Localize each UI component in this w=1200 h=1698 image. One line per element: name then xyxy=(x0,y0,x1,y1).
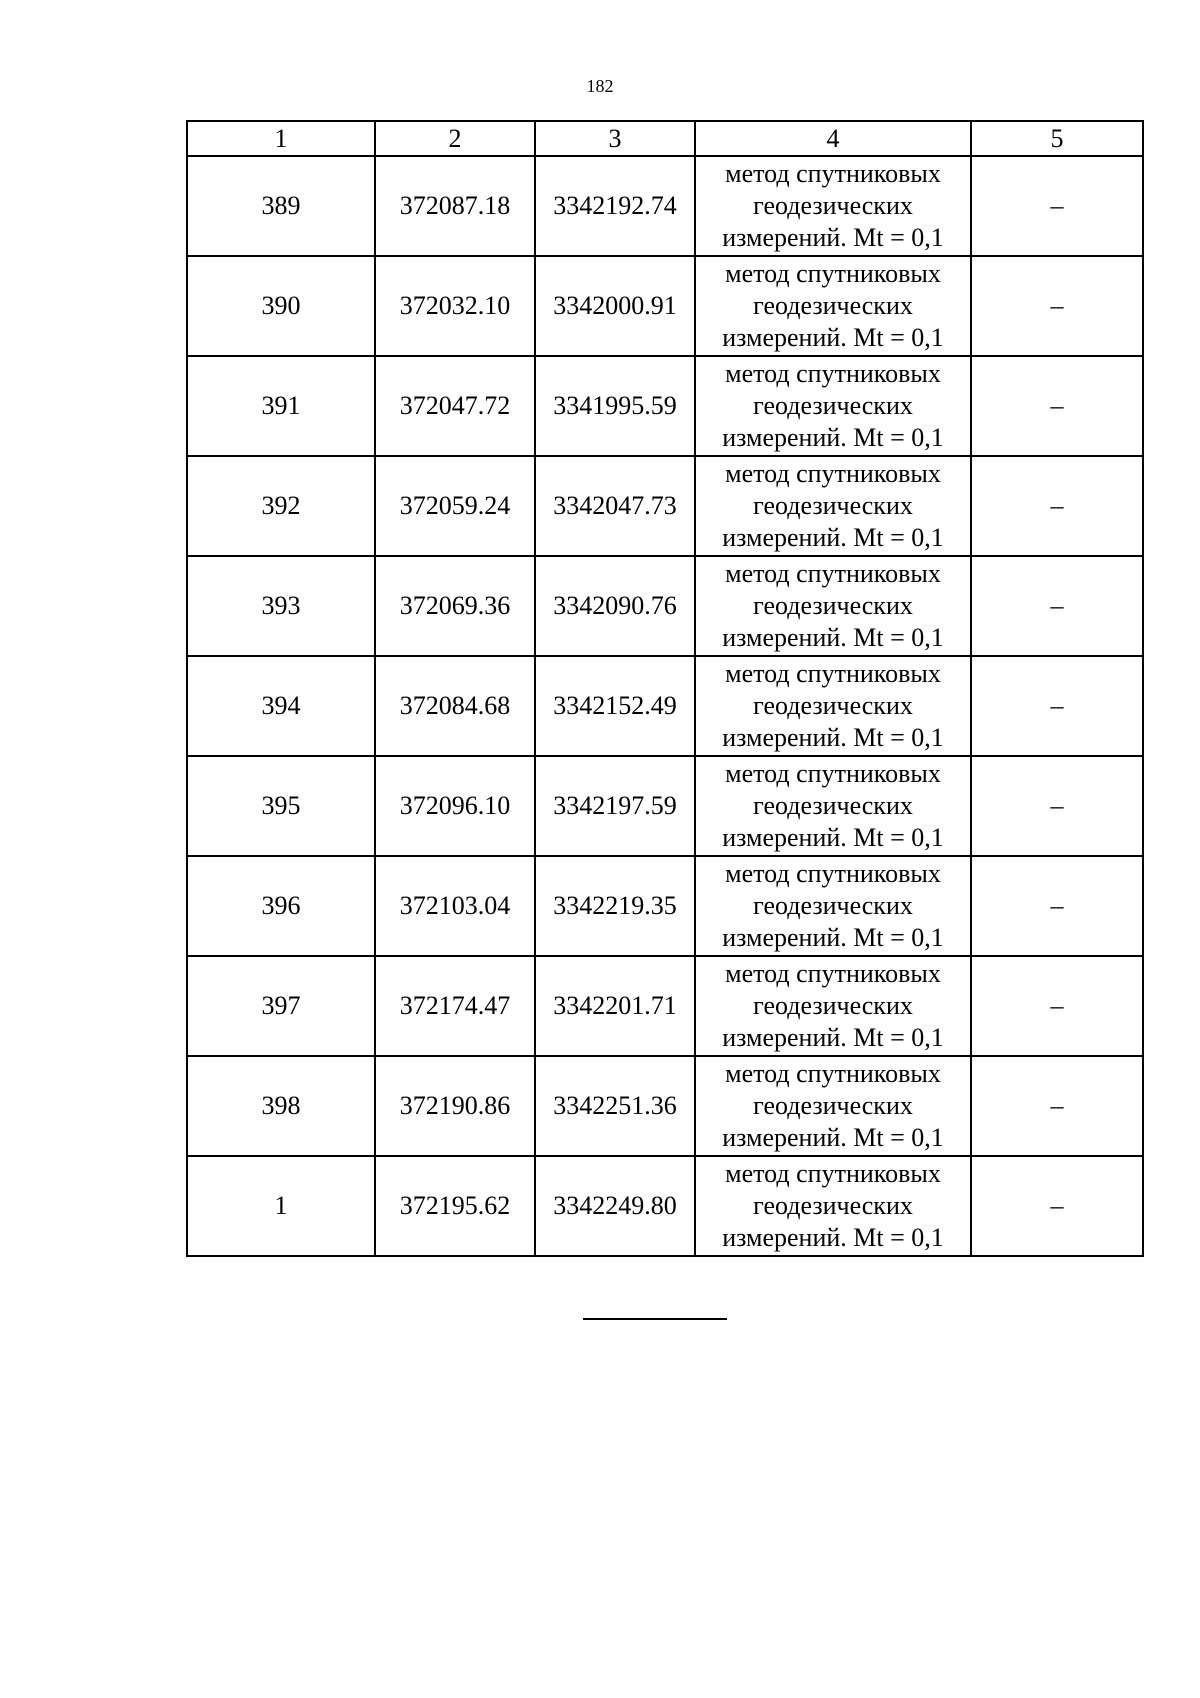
table-row xyxy=(187,256,1143,356)
table-row xyxy=(187,756,1143,856)
method-cell: метод спутниковых геодезических измерений. Mt = 0,1 xyxy=(695,956,971,1056)
column-header: 1 xyxy=(187,121,375,156)
y-coordinate-cell: 3342249.80 xyxy=(535,1156,695,1256)
table-row xyxy=(187,156,1143,256)
x-coordinate-cell: 372047.72 xyxy=(375,356,535,456)
table-row xyxy=(187,456,1143,556)
y-coordinate-cell: 3341995.59 xyxy=(535,356,695,456)
x-coordinate-cell: 372103.04 xyxy=(375,856,535,956)
method-cell: метод спутниковых геодезических измерений. Mt = 0,1 xyxy=(695,656,971,756)
end-divider xyxy=(583,1318,727,1320)
y-coordinate-cell: 3342219.35 xyxy=(535,856,695,956)
coordinates-table xyxy=(186,120,1144,1257)
note-cell: – xyxy=(971,556,1143,656)
y-coordinate-cell: 3342197.59 xyxy=(535,756,695,856)
x-coordinate-cell: 372096.10 xyxy=(375,756,535,856)
x-coordinate-cell: 372084.68 xyxy=(375,656,535,756)
point-number-cell: 398 xyxy=(187,1056,375,1156)
note-cell: – xyxy=(971,1056,1143,1156)
method-cell: метод спутниковых геодезических измерений. Mt = 0,1 xyxy=(695,156,971,256)
table-row xyxy=(187,656,1143,756)
y-coordinate-cell: 3342000.91 xyxy=(535,256,695,356)
note-cell: – xyxy=(971,656,1143,756)
note-cell: – xyxy=(971,256,1143,356)
method-cell: метод спутниковых геодезических измерений. Mt = 0,1 xyxy=(695,256,971,356)
x-coordinate-cell: 372174.47 xyxy=(375,956,535,1056)
note-cell: – xyxy=(971,956,1143,1056)
point-number-cell: 395 xyxy=(187,756,375,856)
table-header-row xyxy=(187,121,1143,156)
x-coordinate-cell: 372069.36 xyxy=(375,556,535,656)
column-header: 2 xyxy=(375,121,535,156)
method-cell: метод спутниковых геодезических измерений. Mt = 0,1 xyxy=(695,1056,971,1156)
page-number: 182 xyxy=(586,76,614,96)
x-coordinate-cell: 372195.62 xyxy=(375,1156,535,1256)
method-cell: метод спутниковых геодезических измерений. Mt = 0,1 xyxy=(695,456,971,556)
x-coordinate-cell: 372032.10 xyxy=(375,256,535,356)
point-number-cell: 390 xyxy=(187,256,375,356)
y-coordinate-cell: 3342192.74 xyxy=(535,156,695,256)
x-coordinate-cell: 372087.18 xyxy=(375,156,535,256)
table-row xyxy=(187,1156,1143,1256)
x-coordinate-cell: 372190.86 xyxy=(375,1056,535,1156)
note-cell: – xyxy=(971,456,1143,556)
method-cell: метод спутниковых геодезических измерений. Mt = 0,1 xyxy=(695,1156,971,1256)
note-cell: – xyxy=(971,856,1143,956)
y-coordinate-cell: 3342090.76 xyxy=(535,556,695,656)
table-row xyxy=(187,956,1143,1056)
table-row xyxy=(187,556,1143,656)
point-number-cell: 394 xyxy=(187,656,375,756)
y-coordinate-cell: 3342201.71 xyxy=(535,956,695,1056)
y-coordinate-cell: 3342047.73 xyxy=(535,456,695,556)
table-row xyxy=(187,356,1143,456)
point-number-cell: 393 xyxy=(187,556,375,656)
column-header: 5 xyxy=(971,121,1143,156)
note-cell: – xyxy=(971,356,1143,456)
column-header: 4 xyxy=(695,121,971,156)
note-cell: – xyxy=(971,756,1143,856)
point-number-cell: 389 xyxy=(187,156,375,256)
column-header: 3 xyxy=(535,121,695,156)
point-number-cell: 1 xyxy=(187,1156,375,1256)
x-coordinate-cell: 372059.24 xyxy=(375,456,535,556)
note-cell: – xyxy=(971,1156,1143,1256)
method-cell: метод спутниковых геодезических измерений. Mt = 0,1 xyxy=(695,556,971,656)
y-coordinate-cell: 3342152.49 xyxy=(535,656,695,756)
method-cell: метод спутниковых геодезических измерений. Mt = 0,1 xyxy=(695,856,971,956)
method-cell: метод спутниковых геодезических измерений. Mt = 0,1 xyxy=(695,356,971,456)
note-cell: – xyxy=(971,156,1143,256)
y-coordinate-cell: 3342251.36 xyxy=(535,1056,695,1156)
point-number-cell: 391 xyxy=(187,356,375,456)
point-number-cell: 392 xyxy=(187,456,375,556)
point-number-cell: 396 xyxy=(187,856,375,956)
table-row xyxy=(187,856,1143,956)
point-number-cell: 397 xyxy=(187,956,375,1056)
method-cell: метод спутниковых геодезических измерений. Mt = 0,1 xyxy=(695,756,971,856)
table-row xyxy=(187,1056,1143,1156)
